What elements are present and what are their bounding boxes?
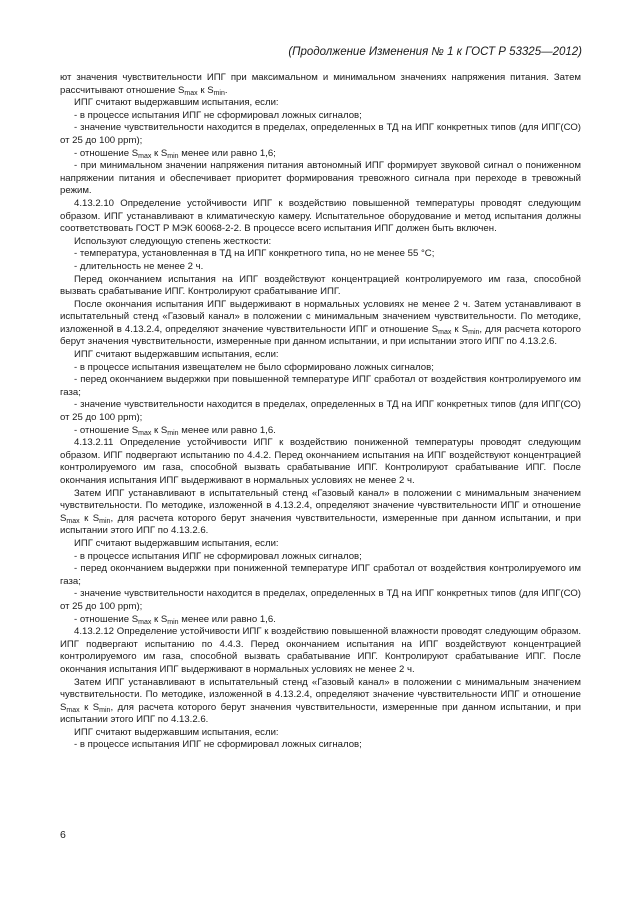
paragraph: - значение чувствительности находится в пределах, определенных в ТД на ИПГ конкретных типов (для ИПГ(СО) от 25 до 100 ppm);	[60, 399, 581, 424]
paragraph: - температура, установленная в ТД на ИПГ конкретного типа, но не менее 55 °С;	[74, 248, 435, 260]
paragraph: ИПГ считают выдержавшим испытания, если:	[74, 726, 279, 738]
paragraph: 4.13.2.11 Определение устойчивости ИПГ к воздействию пониженной температуры проводят следующим образом. ИПГ подвергают испытанию по 4.4.2. Перед окончанием испытания на ИПГ воздействуют концентрацией контролируемого им газа, способной вызвать срабатывание ИПГ. Контролируют срабатывание ИПГ. После окончания испытания ИПГ выдерживают в нормальных условиях не менее 2 ч.	[60, 437, 581, 486]
paragraph: - длительность не менее 2 ч.	[74, 260, 204, 272]
page-header: (Продолжение Изменения № 1 к ГОСТ Р 53325—2012)	[288, 46, 582, 58]
page-number: 6	[60, 829, 66, 841]
symbol-s-min: $S_{min}$	[92, 701, 111, 714]
paragraph: ИПГ считают выдержавшим испытания, если:	[74, 349, 279, 361]
paragraph: ИПГ считают выдержавшим испытания, если:	[74, 537, 279, 549]
paragraph: - отношение $S_{max}$ к $S_{min}$ менее или равно 1,6.	[74, 613, 276, 626]
paragraph: ют значения чувствительности ИПГ при максимальном и минимальном значениях напряжения питания. Затем рассчитывают отношение $S_{max}$ к $S_{min}$.	[60, 72, 581, 97]
paragraph: - в процессе испытания ИПГ не сформировал ложных сигналов;	[74, 550, 362, 562]
symbol-s-max: $S_{max}$	[131, 147, 152, 160]
paragraph: - значение чувствительности находится в пределах, определенных в ТД на ИПГ конкретных типов (для ИПГ(СО) от 25 до 100 ppm);	[60, 588, 581, 612]
paragraph: 4.13.2.12 Определение устойчивости ИПГ к воздействию повышенной влажности проводят следующим образом. ИПГ подвергают испытанию по 4.4.3. Перед окончанием испытания на ИПГ воздействуют концентрацией контролируемого им газа, способной вызвать срабатывание ИПГ. Контролируют срабатывание ИПГ. После окончания испытания ИПГ выдерживают в нормальных условиях не менее 2 ч.	[60, 626, 581, 675]
symbol-s-max: $S_{max}$	[178, 84, 198, 97]
symbol-s-max: $S_{max}$	[131, 613, 152, 626]
paragraph: - значение чувствительности находится в пределах, определенных в ТД на ИПГ конкретных типов (для ИПГ(СО) от 25 до 100 ppm);	[60, 122, 581, 146]
paragraph: Используют следующую степень жесткости:	[74, 235, 272, 247]
symbol-s-max: $S_{max}$	[131, 424, 152, 437]
symbol-s-min: $S_{min}$	[92, 512, 111, 525]
paragraph: Затем ИПГ устанавливают в испытательный стенд «Газовый канал» в положении с минимальным значением чувствительности. По методике, изложенной в 4.13.2.4, определяют значение чувствительности ИПГ и отношение $S_{max}$ к $S_{min}$, для расчета которого берут значения чувствительности, измеренные при данном испытании, и при испытании этого ИПГ по 4.13.2.6.	[60, 676, 581, 726]
paragraph: - перед окончанием выдержки при пониженной температуре ИПГ сработал от воздействия контролируемого им газа;	[60, 563, 581, 587]
paragraph: - в процессе испытания ИПГ не сформировал ложных сигналов;	[74, 109, 362, 121]
symbol-s-min: $S_{min}$	[160, 147, 179, 160]
document-body	[60, 72, 581, 752]
paragraph: Перед окончанием испытания на ИПГ воздействуют концентрацией контролируемого им газа, способной вызвать срабатывание ИПГ. Контролируют срабатывание ИПГ.	[60, 273, 581, 298]
paragraph: После окончания испытания ИПГ выдерживают в нормальных условиях не менее 2 ч. Затем устанавливают в испытательный стенд «Газовый канал» в положении с минимальным значением чувствительности. По методике, изложенной в 4.13.2.4, определяют значение чувствительности ИПГ и отношение $S_{max}$ к $S_{min}$, для расчета которого берут значения чувствительности, измеренные при данном испытании, и при испытании этого ИПГ по 4.13.2.6.	[60, 298, 582, 348]
paragraph: - при минимальном значении напряжения питания автономный ИПГ формирует звуковой сигнал о пониженном напряжении питания и обеспечивает приоритет формирования тревожного сигнала при переходе в тревожный режим.	[60, 160, 581, 197]
paragraph: - в процессе испытания извещателем не было сформировано ложных сигналов;	[74, 361, 434, 373]
symbol-s-max: $S_{max}$	[431, 323, 452, 336]
paragraph: - отношение $S_{max}$ к $S_{min}$ менее или равно 1,6.	[74, 424, 276, 437]
symbol-s-min: $S_{min}$	[207, 84, 225, 97]
paragraph: ИПГ считают выдержавшим испытания, если:	[74, 97, 279, 109]
symbol-s-min: $S_{min}$	[461, 323, 480, 336]
paragraph: - в процессе испытания ИПГ не сформировал ложных сигналов;	[74, 739, 362, 751]
paragraph: 4.13.2.10 Определение устойчивости ИПГ к воздействию повышенной температуры проводят следующим образом. ИПГ устанавливают в климатическую камеру. Испытательное оборудование и метод испытания должны соответствовать ГОСТ Р МЭК 60068-2-2. В процессе всего испытания ИПГ должен быть включен.	[60, 197, 581, 235]
symbol-s-max: $S_{max}$	[60, 701, 80, 714]
paragraph: Затем ИПГ устанавливают в испытательный стенд «Газовый канал» в положении с минимальным значением чувствительности. По методике, изложенной в 4.13.2.4, определяют значение чувствительности ИПГ и отношение $S_{max}$ к $S_{min}$, для расчета которого берут значения чувствительности, измеренные при данном испытании, и при испытании этого ИПГ по 4.13.2.6.	[60, 487, 581, 537]
symbol-s-min: $S_{min}$	[160, 613, 179, 626]
symbol-s-min: $S_{min}$	[160, 424, 179, 437]
symbol-s-max: $S_{max}$	[60, 512, 80, 525]
paragraph: - отношение $S_{max}$ к $S_{min}$ менее или равно 1,6;	[74, 147, 276, 160]
paragraph: - перед окончанием выдержки при повышенной температуре ИПГ сработал от воздействия контролируемого им газа;	[60, 374, 581, 398]
